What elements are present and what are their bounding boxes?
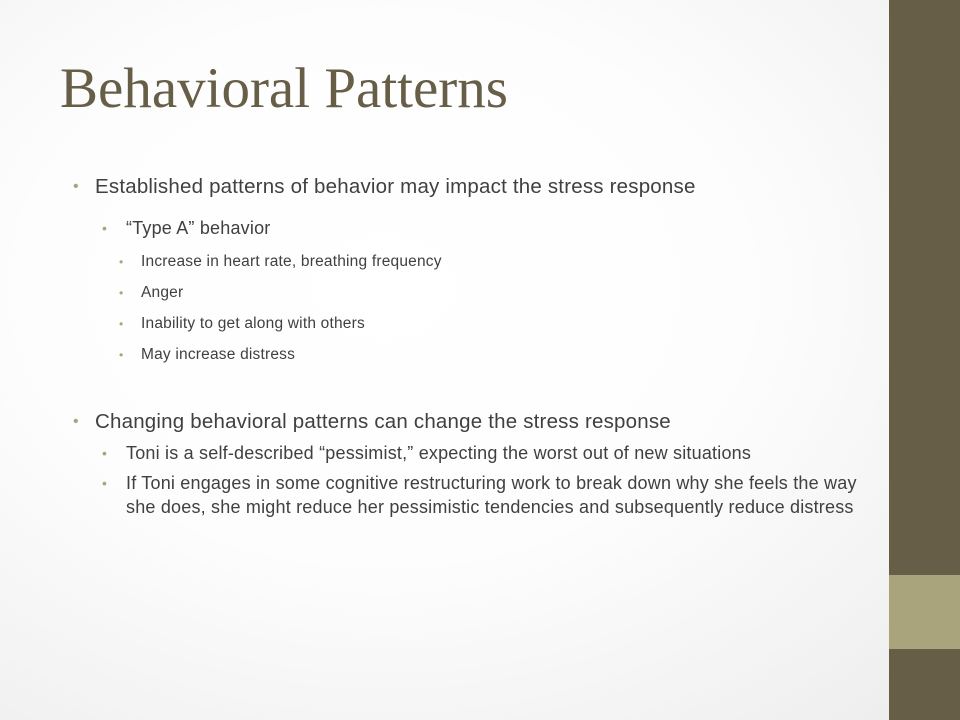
bullet-dot-icon: •	[102, 475, 108, 491]
bullet-item	[73, 283, 873, 303]
bullet-text: If Toni engages in some cognitive restructuring work to break down why she feels the way she does, she might reduce her pessimistic tendencies and subsequently reduce distress	[126, 473, 857, 517]
bullet-item	[73, 345, 873, 365]
bullet-text: Anger	[141, 284, 184, 301]
bullet-dot-icon: •	[73, 413, 79, 430]
bullet-item	[73, 252, 873, 272]
bullet-item	[73, 471, 873, 519]
bullet-dot-icon: •	[119, 348, 124, 362]
bullet-item	[73, 441, 873, 465]
slide-title: Behavioral Patterns	[60, 57, 508, 120]
bullet-text: Increase in heart rate, breathing frequency	[141, 253, 442, 270]
bullet-list	[73, 174, 873, 519]
bullet-text: Inability to get along with others	[141, 315, 365, 332]
bullet-dot-icon: •	[73, 178, 79, 195]
bullet-item	[73, 409, 873, 435]
bullet-dot-icon: •	[102, 220, 108, 236]
bullet-dot-icon: •	[102, 445, 108, 461]
bullet-item	[73, 174, 873, 200]
bullet-dot-icon: •	[119, 317, 124, 331]
side-accent-bar-middle	[889, 575, 960, 649]
side-accent-bar-top	[889, 0, 960, 575]
bullet-item	[73, 314, 873, 334]
bullet-text: “Type A” behavior	[126, 218, 271, 238]
bullet-dot-icon: •	[119, 286, 124, 300]
bullet-text: Established patterns of behavior may impact the stress response	[95, 175, 696, 198]
bullet-dot-icon: •	[119, 255, 124, 269]
bullet-text: Toni is a self-described “pessimist,” expecting the worst out of new situations	[126, 443, 752, 463]
bullet-text: Changing behavioral patterns can change the stress response	[95, 410, 671, 433]
bullet-text: May increase distress	[141, 346, 296, 363]
side-accent-bar-bottom	[889, 649, 960, 720]
bullet-item	[73, 216, 873, 240]
